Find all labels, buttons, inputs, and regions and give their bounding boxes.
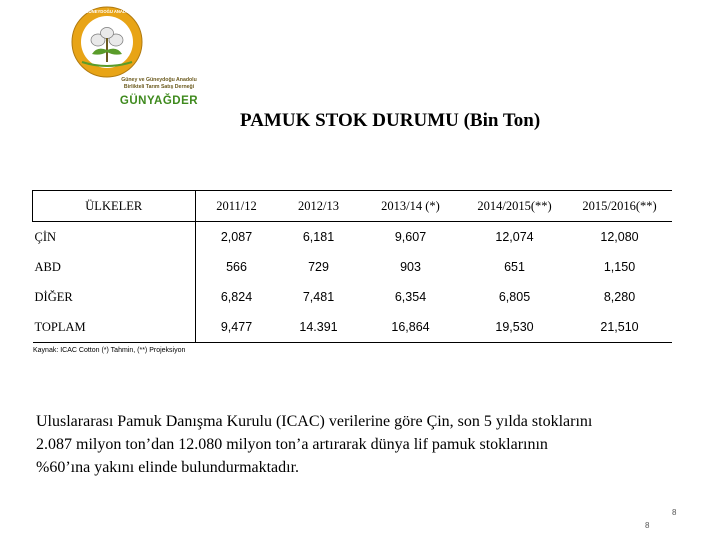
header-2013-14: 2013/14 (*) — [360, 191, 462, 222]
page-number-top: 8 — [672, 508, 677, 517]
row-country: ABD — [33, 252, 196, 282]
table-cell: 7,481 — [302, 290, 335, 304]
header-countries: ÜLKELER — [33, 191, 196, 222]
header-2011-12: 2011/12 — [195, 191, 278, 222]
gunyagder-logo — [52, 4, 199, 112]
summary-line-2: 2.087 milyon ton’dan 12.080 milyon ton’a artırarak dünya lif pamuk stoklarının — [36, 436, 548, 453]
table-row — [33, 222, 672, 253]
row-country: DİĞER — [33, 282, 196, 312]
table-row — [33, 282, 672, 312]
row-country: TOPLAM — [33, 312, 196, 343]
header-2015-16: 2015/2016(**) — [568, 191, 672, 222]
table-cell: 566 — [226, 260, 247, 274]
table-cell: 6,805 — [498, 290, 531, 304]
logo-name: GÜNYAĞDER — [119, 95, 199, 107]
table-cell: 1,150 — [603, 260, 636, 274]
table-cell: 651 — [504, 260, 525, 274]
table-cell: 903 — [400, 260, 421, 274]
table-cell: 19,530 — [462, 312, 568, 343]
table-row-total — [33, 312, 672, 343]
table-cell: 21,510 — [568, 312, 672, 343]
header-2014-15: 2014/2015(**) — [462, 191, 568, 222]
table-row — [33, 252, 672, 282]
table-cell: 9,477 — [195, 312, 278, 343]
table-cell: 9,607 — [394, 230, 427, 244]
row-country: ÇİN — [33, 222, 196, 253]
summary-line-3: %60’ına yakını elinde bulundurmaktadır. — [36, 459, 300, 476]
summary-paragraph — [36, 410, 696, 479]
logo-subtitle-line1: Güney ve Güneydoğu Anadolu — [121, 77, 197, 83]
logo-ring-text: GÜNEY VE GÜNEYDOĞU ANADOLU BİRLİĞİ — [62, 9, 152, 14]
page-number-bottom: 8 — [645, 521, 650, 530]
table-cell: 14.391 — [278, 312, 360, 343]
logo-emblem — [52, 4, 162, 79]
table-cell: 2,087 — [220, 230, 253, 244]
table-cell: 6,824 — [220, 290, 253, 304]
source-note: Kaynak: ICAC Cotton (*) Tahmin, (**) Projeksiyon — [33, 347, 186, 354]
page-title: PAMUK STOK DURUMU (Bin Ton) — [240, 110, 541, 131]
stock-table — [32, 190, 672, 343]
logo-subtitle — [104, 77, 214, 90]
logo-subtitle-line2: Birlikteli Tarım Satış Derneği — [123, 83, 195, 90]
table-cell: 12,074 — [495, 230, 534, 244]
summary-line-1: Uluslararası Pamuk Danışma Kurulu (ICAC) verilerine göre Çin, son 5 yılda stoklarını — [36, 413, 593, 430]
table-cell: 12,080 — [600, 230, 639, 244]
table-header-row — [33, 191, 672, 222]
table-cell: 8,280 — [603, 290, 636, 304]
table-cell: 16,864 — [360, 312, 462, 343]
table-cell: 729 — [308, 260, 329, 274]
table-cell: 6,181 — [302, 230, 335, 244]
table-cell: 6,354 — [394, 290, 427, 304]
header-2012-13: 2012/13 — [278, 191, 360, 222]
